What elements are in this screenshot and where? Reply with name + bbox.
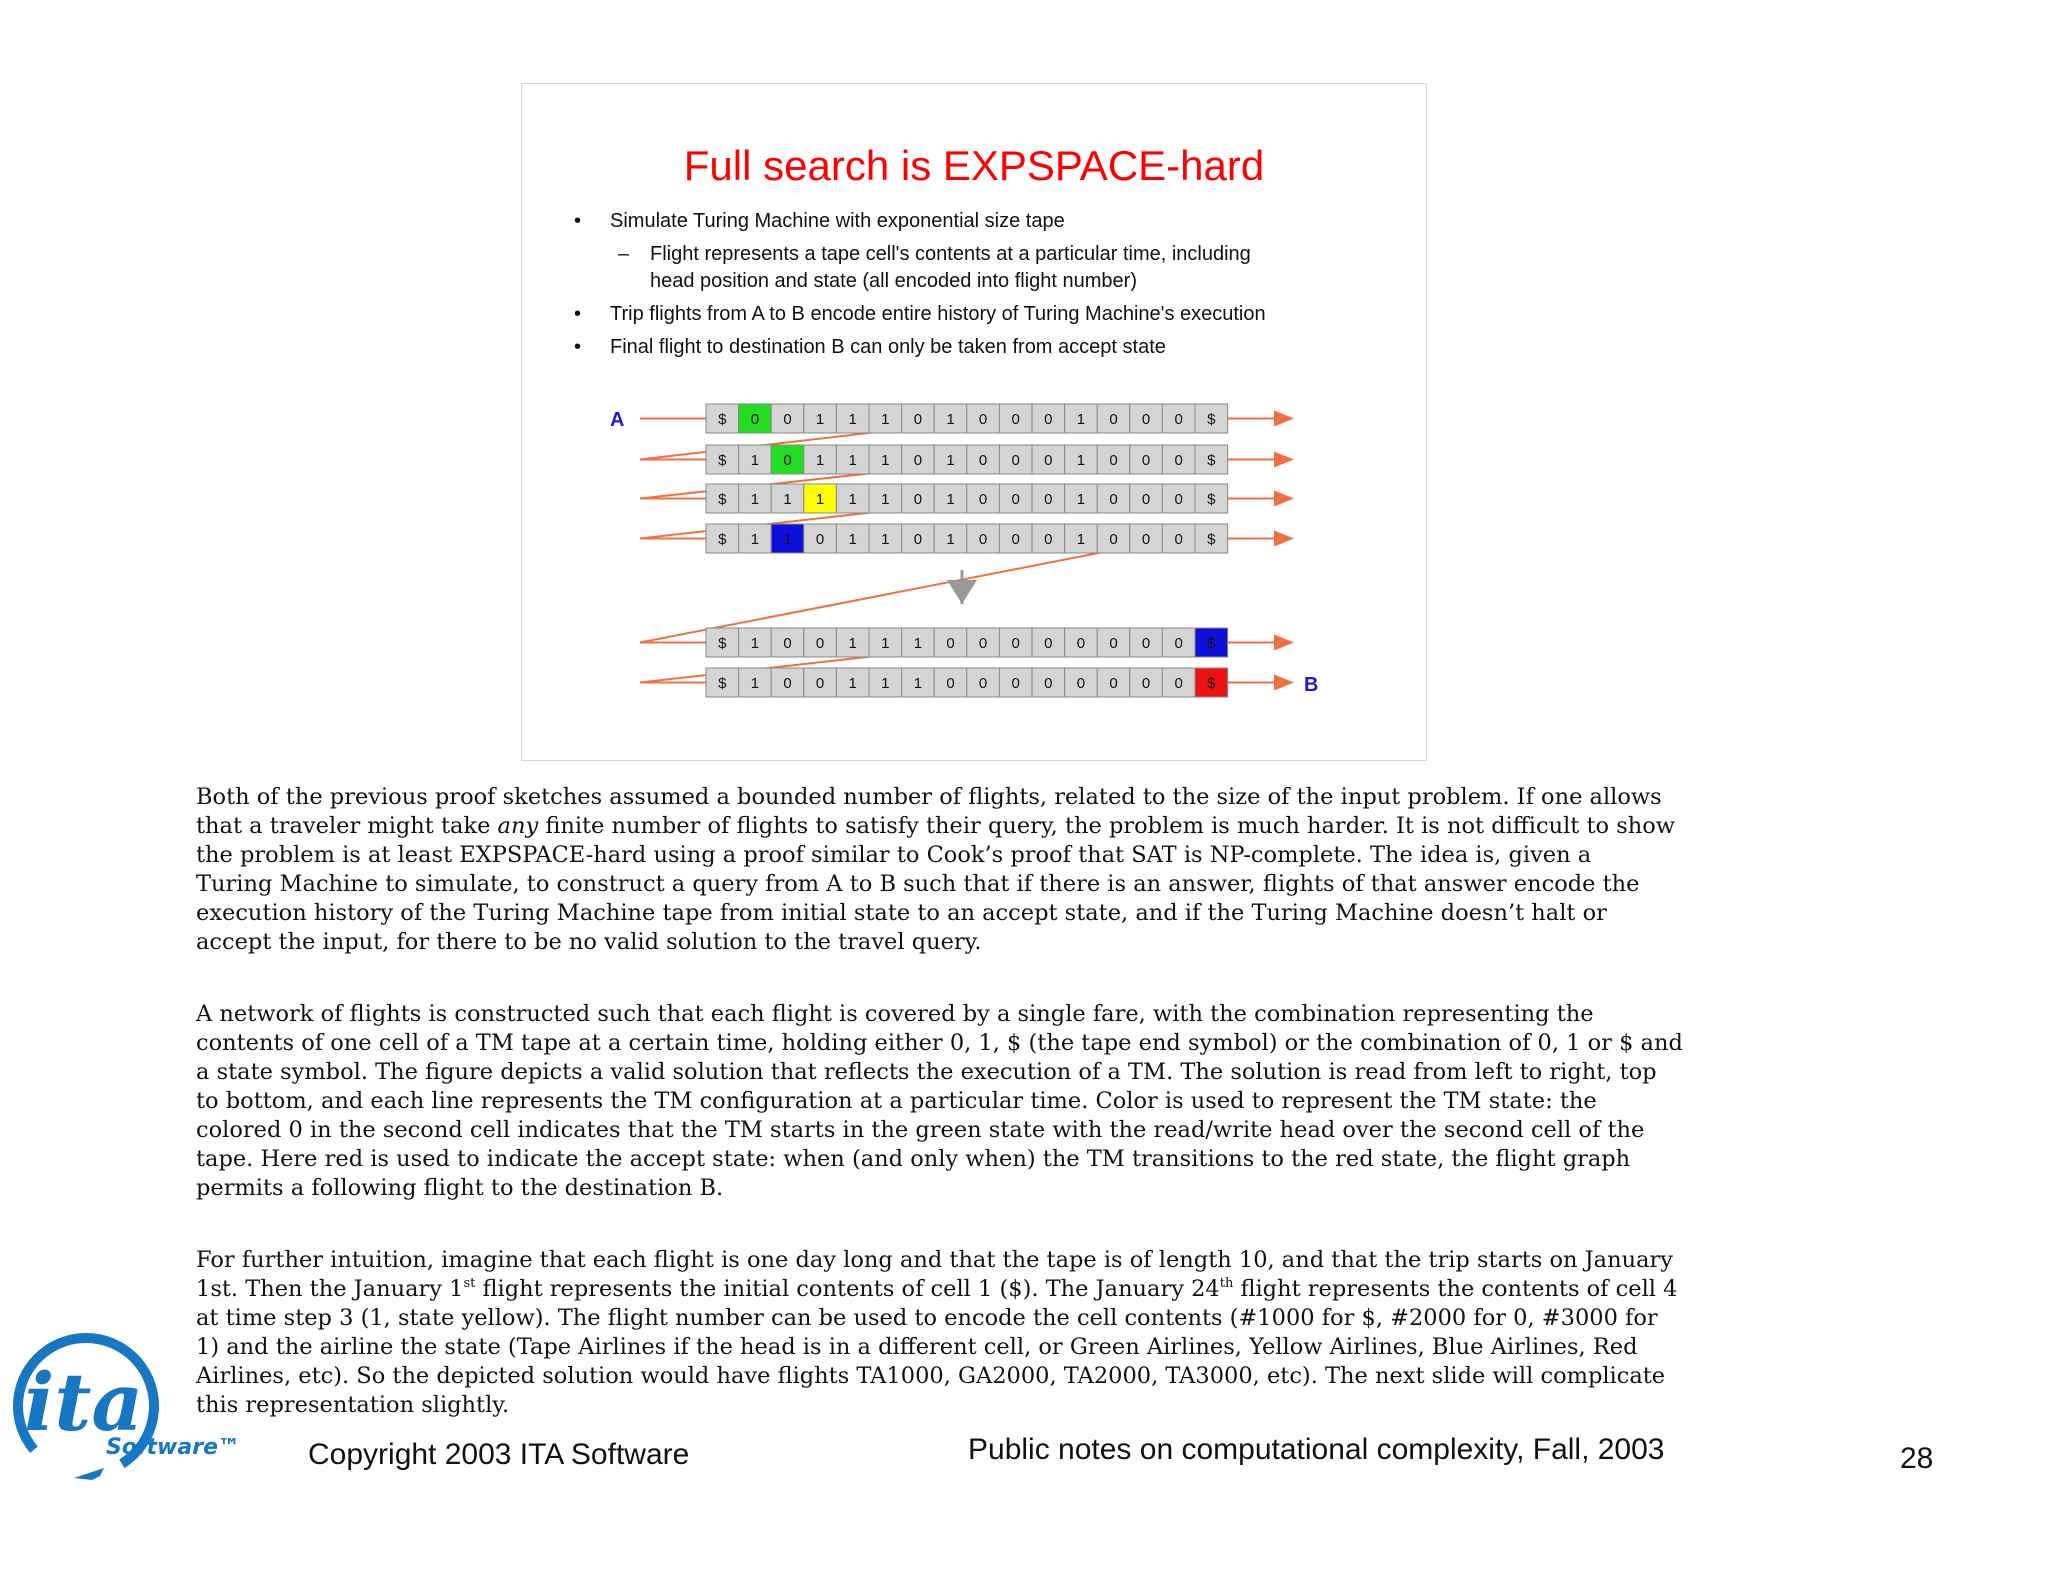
tape-cell-value: 0: [1076, 635, 1086, 652]
tape-cell-value: 0: [783, 675, 792, 692]
tape-cell-value: $: [1207, 491, 1216, 508]
tape-cell-value: 0: [978, 675, 988, 692]
tape-cell-value: 0: [946, 675, 955, 692]
tape-cell-value: 0: [1109, 531, 1118, 548]
tape-cell-value: 0: [1174, 531, 1183, 548]
body-line: Turing Machine to simulate, to construct a query from A to B such that if there is an answer, flights of that answer encode the: [196, 871, 1640, 897]
body-text: [196, 783, 1836, 1463]
tape-cell-value: 1: [881, 491, 890, 508]
body-paragraph: [196, 1246, 1836, 1420]
tape-cell-value: 0: [1011, 452, 1020, 469]
svg-text:ita: ita: [24, 1355, 144, 1449]
tape-cell-value: 0: [1109, 411, 1118, 428]
origin-label: A: [610, 409, 625, 431]
tape-cell-value: 1: [1076, 531, 1086, 548]
body-line: execution history of the Turing Machine tape from initial state to an accept state, and if the Turing Machine doesn’t halt or: [196, 900, 1607, 926]
tape-cell-value: $: [718, 491, 727, 508]
tape-cell-value: 0: [1174, 675, 1183, 692]
tape-cell-value: 0: [1011, 531, 1020, 548]
destination-label: B: [1304, 674, 1319, 696]
tape-cell-value: 0: [1011, 411, 1020, 428]
body-line: Both of the previous proof sketches assumed a bounded number of flights, related to the size of the input problem. If one allows: [196, 784, 1662, 810]
tape-cell-value: 1: [946, 491, 955, 508]
tape-cell-value: 0: [913, 531, 923, 548]
tape-cell-value: 0: [1141, 411, 1151, 428]
body-paragraph: [196, 1000, 1836, 1203]
bullet-dot-icon: •: [574, 303, 582, 325]
tape-cell-value: 1: [1076, 452, 1086, 469]
tape-cell-value: 0: [1044, 411, 1053, 428]
tape-cell-value: 0: [1174, 491, 1183, 508]
tape-cell-value: 1: [1076, 491, 1086, 508]
tape-cell-value: 1: [848, 531, 857, 548]
dash-icon: –: [618, 243, 630, 265]
tape-cell-value: 0: [1109, 635, 1118, 652]
tape-cell-value: 0: [783, 635, 792, 652]
tape-cell-value: 0: [913, 491, 923, 508]
body-line: 1st. Then the January 1st flight represents the initial contents of cell 1 ($). The January 24th flight represents the contents of cell 4: [196, 1276, 1678, 1302]
tape-cell-value: 1: [783, 491, 792, 508]
tape-cell-value: 0: [1141, 531, 1151, 548]
tape-cell-value: 0: [1141, 675, 1151, 692]
tape-cell-value: 1: [946, 411, 955, 428]
sub-bullet-line: Flight represents a tape cell's contents at a particular time, including: [650, 243, 1251, 265]
bullet-text: Simulate Turing Machine with exponential size tape: [610, 210, 1065, 232]
tape-cell-value: 1: [946, 531, 955, 548]
body-line: permits a following flight to the destination B.: [196, 1175, 724, 1201]
footer-copyright: Copyright 2003 ITA Software: [308, 1438, 690, 1471]
tape-cell-value: 0: [1174, 411, 1183, 428]
body-line: A network of flights is constructed such that each flight is covered by a single fare, with the combination representing the: [196, 1001, 1594, 1027]
tape-cell-value: $: [718, 531, 727, 548]
body-line: a state symbol. The figure depicts a valid solution that reflects the execution of a TM. The solution is read from left to right, top: [196, 1059, 1657, 1085]
page-number: 28: [1900, 1442, 1934, 1475]
tape-cell-value: $: [1207, 635, 1216, 652]
tape-cell-value: 1: [881, 452, 890, 469]
tape-cell-value: $: [1207, 531, 1216, 548]
body-line: 1) and the airline the state (Tape Airlines if the head is in a different cell, or Green Airlines, Yellow Airlines, Blue Airlines, Red: [196, 1334, 1638, 1360]
bullet-text: Final flight to destination B can only be taken from accept state: [610, 336, 1166, 358]
tape-cell-value: 1: [783, 531, 792, 548]
tape-cell-value: 0: [913, 411, 923, 428]
tape-cell-value: 0: [1044, 675, 1053, 692]
tape-cell-value: 0: [978, 531, 988, 548]
tape-cell-value: $: [1207, 411, 1216, 428]
body-line: colored 0 in the second cell indicates that the TM starts in the green state with the read/write head over the second cell of the: [196, 1117, 1645, 1143]
tape-cell-value: 0: [750, 411, 760, 428]
tape-cell-value: 0: [1076, 675, 1086, 692]
tape-cell-value: 0: [1044, 452, 1053, 469]
ita-logo-icon: [4, 1330, 244, 1500]
tape-cell-value: 1: [848, 411, 857, 428]
tape-cell-value: $: [718, 411, 727, 428]
tape-cell-value: 0: [1044, 531, 1053, 548]
sub-bullet-line: head position and state (all encoded into flight number): [650, 270, 1137, 292]
tape-cell-value: 0: [1174, 452, 1183, 469]
tape-cell-value: 1: [881, 675, 890, 692]
body-line: at time step 3 (1, state yellow). The flight number can be used to encode the cell contents (#1000 for $, #2000 for 0, #3000 for: [196, 1305, 1658, 1331]
tape-cell-value: $: [1207, 452, 1216, 469]
tape-cell-value: $: [718, 452, 727, 469]
body-paragraph: [196, 783, 1836, 957]
tape-cell-value: 1: [913, 675, 923, 692]
tape-cell-value: 0: [815, 531, 825, 548]
slide-title: Full search is EXPSPACE-hard: [683, 142, 1265, 189]
tape-cell-value: 0: [1011, 635, 1020, 652]
tape-cell-value: 1: [815, 411, 825, 428]
tape-cell-value: 1: [881, 635, 890, 652]
footer-notes: Public notes on computational complexity, Fall, 2003: [968, 1433, 1665, 1466]
tape-cell-value: 1: [750, 491, 760, 508]
body-line: Airlines, etc). So the depicted solution would have flights TA1000, GA2000, TA2000, TA3000, etc). The next slide will complicate: [196, 1363, 1666, 1389]
tape-cell-value: 0: [783, 411, 792, 428]
body-line: to bottom, and each line represents the TM configuration at a particular time. Color is used to represent the TM state: the: [196, 1088, 1597, 1114]
tape-cell-value: 0: [1109, 491, 1118, 508]
turing-tape-diagram: [522, 84, 1428, 762]
tape-cell-value: 1: [881, 531, 890, 548]
bullet-dot-icon: •: [574, 210, 582, 232]
tape-cell-value: 0: [913, 452, 923, 469]
tape-cell-value: 1: [946, 452, 955, 469]
tape-cell-value: 1: [815, 491, 825, 508]
tape-cell-value: 0: [978, 411, 988, 428]
tape-cell-value: 0: [1011, 675, 1020, 692]
tape-cell-value: 1: [848, 675, 857, 692]
tape-cell-value: 0: [1109, 675, 1118, 692]
body-line: the problem is at least EXPSPACE-hard using a proof similar to Cook’s proof that SAT is NP-complete. The idea is, given a: [196, 842, 1592, 868]
tape-cell-value: 1: [848, 491, 857, 508]
tape-cell-value: 0: [1044, 635, 1053, 652]
tape-cell-value: 1: [750, 531, 760, 548]
tape-cell-value: 1: [750, 675, 760, 692]
tape-cell-value: 1: [913, 635, 923, 652]
body-line: that a traveler might take any finite number of flights to satisfy their query, the problem is much harder. It is not difficult to show: [196, 813, 1676, 839]
body-line: this representation slightly.: [196, 1392, 510, 1418]
body-line: contents of one cell of a TM tape at a certain time, holding either 0, 1, $ (the tape end symbol) or the combination of 0, 1 or $ and: [196, 1030, 1683, 1056]
tape-cell-value: 0: [783, 452, 792, 469]
body-line: tape. Here red is used to indicate the accept state: when (and only when) the TM transitions to the red state, the flight graph: [196, 1146, 1631, 1172]
svg-text:Software™: Software™: [106, 1435, 240, 1460]
bullet-dot-icon: •: [574, 336, 582, 358]
tape-cell-value: 1: [1076, 411, 1086, 428]
tape-cell-value: 1: [848, 452, 857, 469]
tape-cell-value: 0: [1011, 491, 1020, 508]
tape-cell-value: 0: [1141, 452, 1151, 469]
tape-cell-value: 0: [946, 635, 955, 652]
tape-cell-value: 0: [1109, 452, 1118, 469]
tape-cell-value: 0: [1141, 635, 1151, 652]
tape-cell-value: 0: [815, 635, 825, 652]
tape-cell-value: $: [1207, 675, 1216, 692]
tape-cell-value: 0: [1141, 491, 1151, 508]
tape-cell-value: 1: [815, 452, 825, 469]
tape-cell-value: $: [718, 675, 727, 692]
tape-cell-value: 1: [881, 411, 890, 428]
body-line: accept the input, for there to be no valid solution to the travel query.: [196, 929, 982, 955]
tape-cell-value: 0: [1044, 491, 1053, 508]
tape-cell-value: 0: [978, 491, 988, 508]
bullet-text: Trip flights from A to B encode entire history of Turing Machine's execution: [610, 303, 1266, 325]
tape-cell-value: $: [718, 635, 727, 652]
tape-cell-value: 0: [978, 452, 988, 469]
tape-cell-value: 1: [848, 635, 857, 652]
tape-cell-value: 1: [750, 452, 760, 469]
tape-cell-value: 0: [815, 675, 825, 692]
tape-cell-value: 1: [750, 635, 760, 652]
body-line: For further intuition, imagine that each flight is one day long and that the tape is of length 10, and that the trip starts on January: [196, 1247, 1673, 1273]
tape-cell-value: 0: [978, 635, 988, 652]
slide-frame: [521, 83, 1427, 761]
ita-software-logo: [4, 1330, 244, 1504]
tape-cell-value: 0: [1174, 635, 1183, 652]
